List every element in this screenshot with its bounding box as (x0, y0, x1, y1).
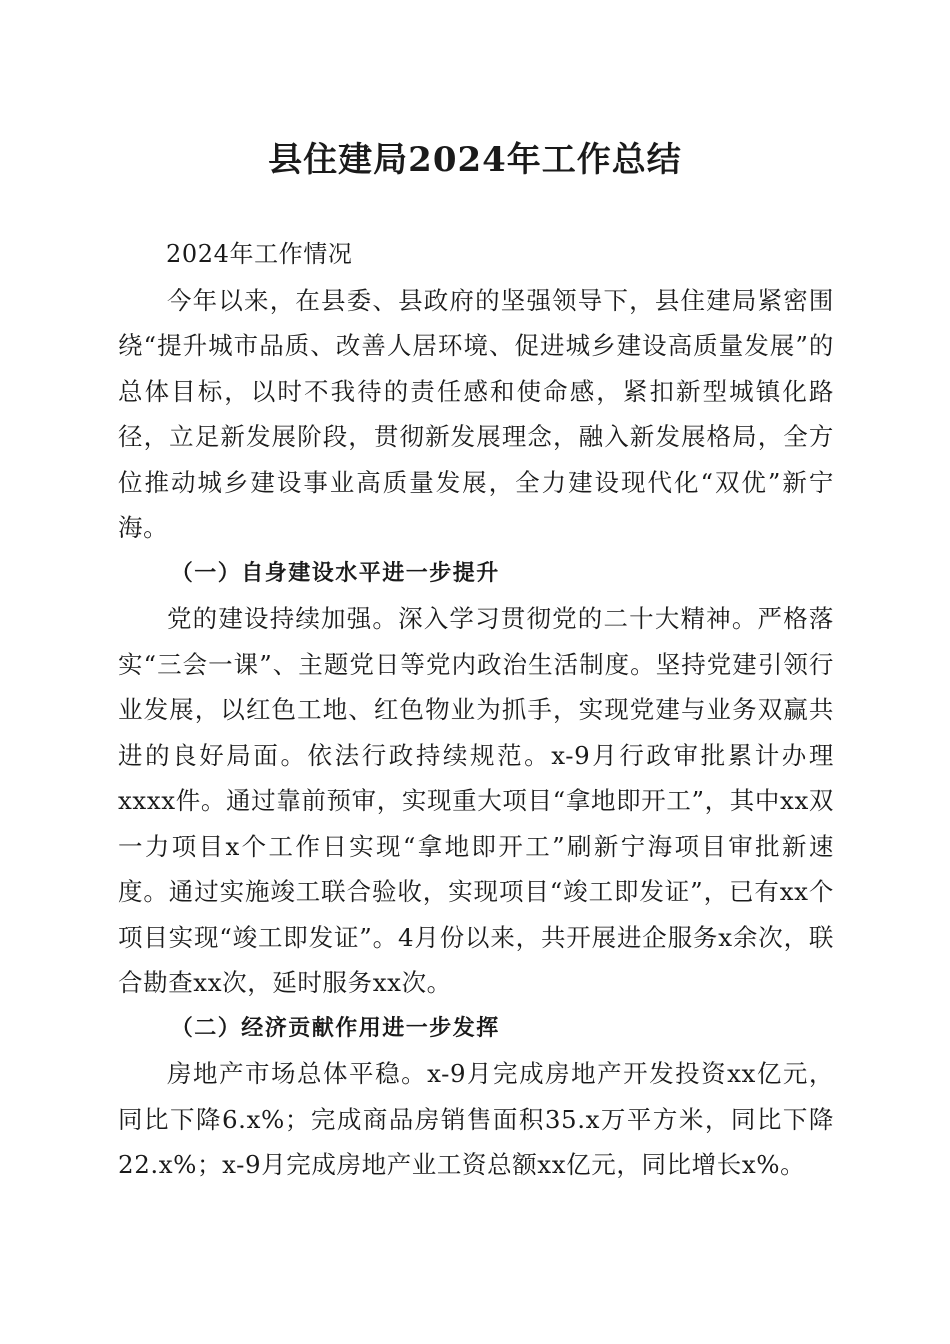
section-title: 2024年工作情况 (166, 240, 353, 268)
paragraph-real-estate: 房地产市场总体平稳。x-9月完成房地产开发投资xx亿元，同比下降6.x%；完成商品房销售面积35.x万平方米，同比下降22.x%；x-9月完成房地产业工资总额xx亿元，同比增长x%。 (118, 1059, 834, 1179)
subheading-economic-contribution: （二）经济贡献作用进一步发挥 (170, 1014, 500, 1041)
document-body (118, 232, 834, 1188)
paragraph-party-building: 党的建设持续加强。深入学习贯彻党的二十大精神。严格落实“三会一课”、主题党日等党内政治生活制度。坚持党建引领行业发展，以红色工地、红色物业为抓手，实现党建与业务双赢共进的良好局面。依法行政持续规范。x-9月行政审批累计办理xxxx件。通过靠前预审，实现重大项目“拿地即开工”，其中xx双一力项目x个工作日实现“拿地即开工”刷新宁海项目审批新速度。通过实施竣工联合验收，实现项目“竣工即发证”，已有xx个项目实现“竣工即发证”。4月份以来，共开展进企服务x余次，联合勘查xx次，延时服务xx次。 (118, 604, 834, 997)
subheading-self-construction: （一）自身建设水平进一步提升 (170, 559, 500, 586)
intro-paragraph: 今年以来，在县委、县政府的坚强领导下，县住建局紧密围绕“提升城市品质、改善人居环境、促进城乡建设高质量发展”的总体目标，以时不我待的责任感和使命感，紧扣新型城镇化路径，立足新发展阶段，贯彻新发展理念，融入新发展格局，全方位推动城乡建设事业高质量发展，全力建设现代化“双优”新宁海。 (118, 285, 834, 542)
document-title: 县住建局2024年工作总结 (268, 140, 682, 180)
